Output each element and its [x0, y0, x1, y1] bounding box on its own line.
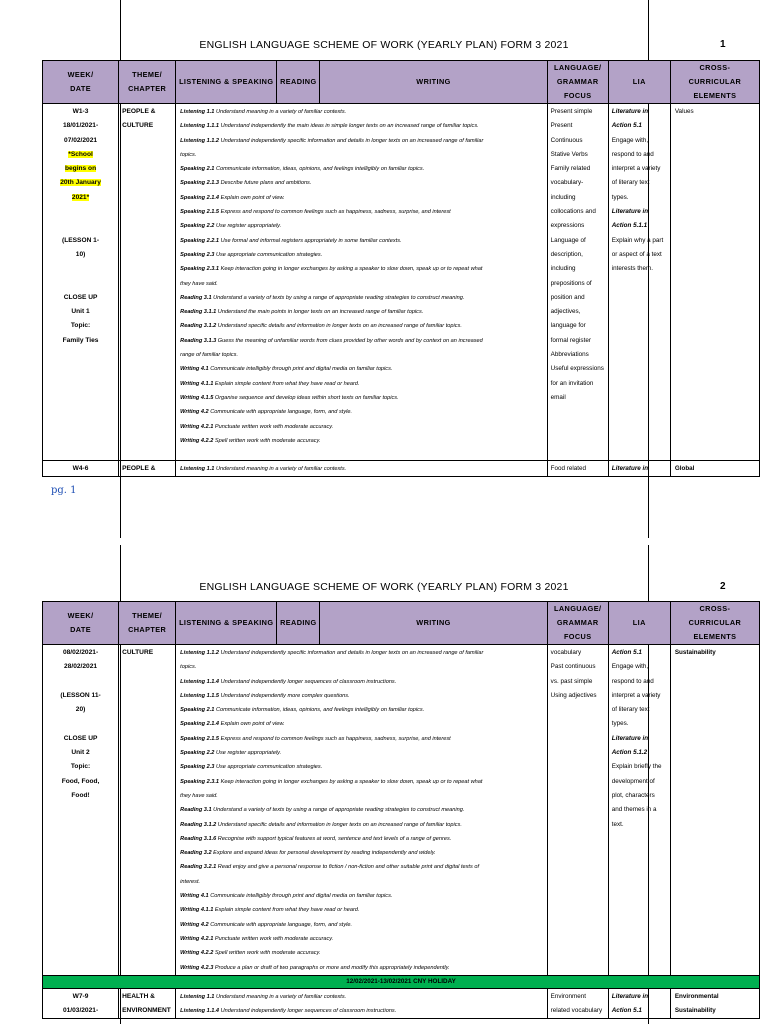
- standard-code: Speaking 2.1.5: [180, 209, 220, 216]
- standard-code: Reading 3.1: [180, 807, 212, 814]
- standard-code: Speaking 2.2.1: [180, 237, 220, 244]
- learning-standard-line: [180, 646, 544, 660]
- standard-code: Writing 4.2.3: [180, 964, 214, 971]
- learning-standard-line: [180, 262, 544, 276]
- standard-code: Writing 4.1.5: [180, 394, 214, 401]
- cell-line: Environmental: [674, 992, 719, 1000]
- standard-description: Explain own point of view.: [220, 194, 285, 201]
- learning-standard-line: [180, 334, 544, 348]
- standard-description: Use appropriate communication strategies.: [215, 251, 323, 258]
- language-focus-cell: [547, 645, 608, 976]
- header-listening-speaking: LISTENING & SPEAKING: [176, 602, 277, 645]
- standard-code: Reading 3.1.2: [180, 821, 217, 828]
- cell-line: Action 5.1: [611, 122, 642, 130]
- standard-code: Listening 1.1: [180, 993, 215, 1000]
- cell-line: Action 5.1: [611, 649, 642, 656]
- week-date-cell: [43, 988, 119, 1019]
- cell-line: Food!: [71, 791, 90, 799]
- learning-standard-line: [180, 889, 544, 903]
- standard-description: Understand independently more complex questions.: [220, 692, 350, 699]
- standard-code: Writing 4.2: [180, 921, 209, 928]
- cross-curricular-cell: [670, 104, 759, 461]
- cell-line: respond to and: [611, 150, 654, 158]
- language-focus-cell: [547, 988, 608, 1019]
- standard-description: Understand a variety of texts by using a range of appropriate reading strategies to construct meaning.: [213, 294, 465, 301]
- cell-line: [43, 262, 118, 276]
- cell-line: CULTURE: [122, 649, 154, 656]
- standard-description: Read enjoy and give a personal response to fiction / non-fiction and other suitable print and digital texts of: [217, 864, 480, 871]
- header-theme: THEME/ CHAPTER: [119, 61, 176, 104]
- lia-cell: Literature in: [608, 461, 670, 477]
- cell-line: Sustainability: [674, 649, 716, 656]
- cell-line: Action 5.1: [611, 1007, 642, 1015]
- cell-line: HEALTH &: [122, 992, 155, 1000]
- theme-cell: [119, 988, 176, 1019]
- cell-line: position and: [550, 293, 585, 301]
- standard-code: Writing 4.2.2: [180, 950, 214, 957]
- cell-line: types.: [611, 720, 629, 728]
- standard-description: Spell written work with moderate accuracy.: [214, 437, 321, 444]
- standard-description: Understand independently specific information and details in longer texts on an increased range of familiar: [220, 137, 484, 144]
- week-date-cell: [43, 645, 119, 976]
- standard-code: Speaking 2.3.1: [180, 266, 220, 273]
- cell-line: Engage with,: [611, 663, 649, 671]
- cell-line: of literary text: [611, 179, 650, 187]
- cell-line: Unit 1: [71, 308, 90, 316]
- standard-code: Listening 1.1.1: [180, 123, 220, 130]
- standard-description: Guess the meaning of unfamiliar words from clues provided by other words and by context on an increased: [217, 337, 483, 344]
- document-title: ENGLISH LANGUAGE SCHEME OF WORK (YEARLY PLAN) FORM 3 2021: [199, 39, 569, 51]
- cell-line: Present simple: [550, 108, 593, 115]
- learning-standard-line: [180, 717, 544, 731]
- week-date-cell: [43, 104, 119, 461]
- cell-line: [43, 148, 118, 162]
- header-language-focus: LANGUAGE/ GRAMMAR FOCUS: [547, 61, 608, 104]
- cell-line: Topic:: [70, 763, 91, 771]
- standard-code: Speaking 2.1.5: [180, 735, 220, 742]
- cell-line: Stative Verbs: [550, 150, 588, 158]
- cell-line: PEOPLE &: [122, 108, 156, 115]
- standard-code: Speaking 2.3.1: [180, 778, 220, 785]
- learning-standard-line: [180, 846, 544, 860]
- lia-cell: [608, 988, 670, 1019]
- learning-standard-line: [180, 875, 544, 889]
- learning-standard-line: [180, 420, 544, 434]
- standard-description: Punctuate written work with moderate accuracy.: [214, 935, 334, 942]
- learning-standard-line: [180, 789, 544, 803]
- standard-code: Writing 4.1: [180, 893, 209, 900]
- skills-cell: Listening 1.1 Understand meaning in a variety of familiar contexts.: [176, 461, 548, 477]
- standard-description: Describe future plans and ambitions.: [220, 180, 312, 187]
- cell-line: Useful expressions: [550, 365, 604, 373]
- cell-line: interests them.: [611, 265, 654, 273]
- standard-code: Writing 4.2.1: [180, 935, 214, 942]
- week-row-next: [43, 461, 760, 477]
- cell-line: formal register: [550, 336, 591, 344]
- header-language-focus: LANGUAGE/ GRAMMAR FOCUS: [547, 602, 608, 645]
- learning-standard-line: [180, 162, 544, 176]
- standard-code: Writing 4.1: [180, 366, 209, 373]
- standard-description: Explore and expand ideas for personal development by reading independently and widely.: [213, 850, 436, 857]
- standard-description: Communicate information, ideas, opinions, and feelings intelligibly on familiar topics.: [215, 166, 425, 173]
- cell-line: description,: [550, 250, 583, 258]
- lia-cell: [608, 645, 670, 976]
- learning-standard-line: [180, 903, 544, 917]
- learning-standard-line: [180, 105, 544, 119]
- standard-code: Reading 3.1: [180, 294, 212, 301]
- cell-line: [43, 191, 118, 205]
- learning-standard-line: [180, 675, 544, 689]
- cell-line: 08/02/2021-: [62, 649, 99, 656]
- learning-standard-line: [180, 134, 544, 148]
- learning-standard-line: [180, 291, 544, 305]
- cell-line: collocations and: [550, 208, 596, 216]
- cell-line: 10): [75, 250, 86, 258]
- standard-code: Speaking 2.1: [180, 707, 215, 714]
- holiday-banner: 12/02/2021-13/02/2021 CNY HOLIDAY: [43, 975, 760, 988]
- cell-line: Explain why a part: [611, 236, 664, 244]
- standard-description: interest.: [180, 878, 201, 885]
- standard-description: Punctuate written work with moderate accuracy.: [214, 423, 334, 430]
- standard-description: Communicate with appropriate language, form, and style.: [210, 409, 353, 416]
- cell-line: 20): [75, 706, 86, 714]
- cell-line: Using adjectives: [550, 691, 597, 699]
- standard-code: Writing 4.2: [180, 409, 209, 416]
- learning-standard-line: [180, 746, 544, 760]
- learning-standard-line: [180, 176, 544, 190]
- standard-description: Understand independently longer sequences of classroom instructions.: [220, 1008, 397, 1015]
- cell-line: including: [550, 265, 576, 273]
- week-date-cell: W4-6: [43, 461, 119, 477]
- standard-description: Produce a plan or draft of two paragraphs or more and modify this appropriately independently.: [214, 964, 450, 971]
- highlight-mark: *School: [68, 150, 93, 158]
- learning-standard-line: [180, 119, 544, 133]
- standard-code: Writing 4.1.1: [180, 380, 214, 387]
- cell-line: [43, 277, 118, 291]
- cell-line: Engage with,: [611, 136, 649, 144]
- header-week: WEEK/ DATE: [43, 61, 119, 104]
- standard-description: they have said.: [180, 792, 218, 799]
- learning-standard-line: [180, 248, 544, 262]
- learning-standard-line: [180, 319, 544, 333]
- standard-description: Explain own point of view.: [220, 721, 285, 728]
- scheme-of-work-table: [42, 601, 760, 1019]
- cell-line: Literature in: [611, 734, 649, 742]
- standard-code: Speaking 2.1.3: [180, 180, 220, 187]
- cell-line: interpret a variety: [611, 165, 661, 173]
- standard-description: topics.: [180, 151, 197, 158]
- standard-code: Reading 3.2.1: [180, 864, 217, 871]
- language-focus-cell: Food related: [547, 461, 608, 477]
- cell-line: adjectives,: [550, 308, 581, 316]
- cell-line: related vocabulary: [550, 1007, 603, 1015]
- document-title: ENGLISH LANGUAGE SCHEME OF WORK (YEARLY PLAN) FORM 3 2021: [199, 581, 569, 593]
- cell-line: CLOSE UP: [63, 293, 98, 301]
- learning-standard-line: [180, 1004, 544, 1018]
- cell-line: Sustainability: [674, 1007, 716, 1015]
- theme-cell: [119, 645, 176, 976]
- cell-line: text.: [611, 820, 624, 828]
- highlight-mark: 20th January: [60, 179, 101, 187]
- cell-line: 07/02/2021: [64, 136, 98, 144]
- header-reading: READING: [277, 61, 320, 104]
- standard-description: Understand meaning in a variety of familiar contexts.: [215, 109, 347, 115]
- standard-description: Express and respond to common feelings such as happiness, sadness, surprise, and interest: [220, 735, 451, 742]
- standard-description: they have said.: [180, 280, 218, 287]
- standard-code: Listening 1.1.4: [180, 1008, 220, 1015]
- learning-standard-line: [180, 377, 544, 391]
- cell-line: for an invitation: [550, 379, 594, 387]
- standard-description: Understand a variety of texts by using a range of appropriate reading strategies to construct meaning.: [213, 807, 465, 814]
- cell-line: email: [550, 393, 566, 401]
- cell-line: Topic:: [70, 322, 91, 330]
- header-lia: LIA: [608, 602, 670, 645]
- learning-standard-line: [180, 434, 544, 448]
- learning-standard-line: [180, 405, 544, 419]
- standard-code: Speaking 2.3: [180, 251, 215, 258]
- header-row: [43, 61, 760, 104]
- cell-line: Past continuous: [550, 663, 596, 671]
- standard-code: Reading 3.1.2: [180, 323, 217, 330]
- standard-description: range of familiar topics.: [180, 352, 238, 359]
- standard-description: Understand specific details and information in longer texts on an increased range of familiar topics.: [217, 821, 462, 828]
- lia-cell: [608, 104, 670, 461]
- cell-line: [43, 675, 118, 689]
- cell-line: Action 5.1.2: [611, 749, 648, 757]
- cell-line: plot, characters: [611, 791, 655, 799]
- standard-description: topics.: [180, 664, 197, 671]
- cell-line: including: [550, 193, 576, 201]
- standard-code: Writing 4.1.1: [180, 907, 214, 914]
- standard-description: Use appropriate communication strategies.: [215, 764, 323, 771]
- cell-line: Explain briefly the: [611, 763, 662, 771]
- header-week: WEEK/ DATE: [43, 602, 119, 645]
- cell-line: (LESSON 11-: [60, 691, 101, 699]
- cell-line: vs. past simple: [550, 677, 593, 685]
- theme-cell: [119, 104, 176, 461]
- standard-description: Communicate with appropriate language, form, and style.: [210, 921, 353, 928]
- standard-description: Understand specific details and information in longer texts on an increased range of familiar topics.: [217, 323, 462, 330]
- learning-standard-line: [180, 689, 544, 703]
- skills-cell: [176, 645, 548, 976]
- standard-description: Express and respond to common feelings such as happiness, sadness, surprise, and interest: [220, 209, 451, 216]
- learning-standard-line: [180, 703, 544, 717]
- cell-line: W1-3: [72, 108, 89, 115]
- cell-line: Abbreviations: [550, 351, 589, 359]
- standard-code: Reading 3.1.1: [180, 309, 217, 316]
- cell-line: respond to and: [611, 677, 654, 685]
- cell-line: Action 5.1.1: [611, 222, 648, 230]
- learning-standard-line: [180, 990, 544, 1004]
- learning-standard-line: [180, 832, 544, 846]
- cell-line: Family Ties: [62, 336, 99, 344]
- cell-line: (LESSON 1-: [62, 236, 100, 244]
- cell-line: [43, 176, 118, 190]
- standard-code: Listening 1.1.2: [180, 137, 220, 144]
- week-row: [43, 645, 760, 976]
- learning-standard-line: [180, 391, 544, 405]
- header-writing: WRITING: [320, 602, 547, 645]
- cell-line: of literary text: [611, 706, 650, 714]
- theme-cell: PEOPLE &: [119, 461, 176, 477]
- standard-code: Speaking 2.2: [180, 223, 215, 230]
- header-lia: LIA: [608, 61, 670, 104]
- cell-line: vocabulary: [550, 649, 582, 656]
- standard-description: Understand independently longer sequences of classroom instructions.: [220, 678, 397, 685]
- cell-line: Literature in: [611, 208, 649, 216]
- cross-curricular-cell: [670, 988, 759, 1019]
- standard-description: Communicate information, ideas, opinions, and feelings intelligibly on familiar topics.: [215, 707, 425, 714]
- standard-code: Reading 3.1.6: [180, 835, 217, 842]
- header-writing: WRITING: [320, 61, 547, 104]
- cell-line: W7-9: [72, 992, 89, 1000]
- highlight-mark: begins on: [64, 165, 97, 173]
- standard-code: Speaking 2.1.4: [180, 194, 220, 201]
- cell-line: language for: [550, 322, 586, 330]
- standard-code: Listening 1.1.4: [180, 678, 220, 685]
- standard-code: Reading 3.2: [180, 850, 212, 857]
- cell-line: and themes in a: [611, 806, 657, 814]
- header-theme: THEME/ CHAPTER: [119, 602, 176, 645]
- week-row-next: [43, 988, 760, 1019]
- learning-standard-line: [180, 732, 544, 746]
- highlight-mark: 2021*: [71, 193, 90, 201]
- language-focus-cell: [547, 104, 608, 461]
- standard-code: Writing 4.2.1: [180, 423, 214, 430]
- header-cross-curricular: CROSS- CURRICULAR ELEMENTS: [670, 61, 759, 104]
- cell-line: ENVIRONMENT: [122, 1007, 171, 1015]
- cell-line: Language of: [550, 236, 586, 244]
- learning-standard-line: [180, 277, 544, 291]
- cell-line: types.: [611, 193, 629, 201]
- standard-code: Reading 3.1.3: [180, 337, 217, 344]
- learning-standard-line: [180, 775, 544, 789]
- standard-code: Listening 1.1: [180, 109, 215, 115]
- learning-standard-line: [180, 234, 544, 248]
- cell-line: Present: [550, 122, 573, 130]
- cell-line: Environment: [550, 992, 587, 1000]
- cell-line: development of: [611, 777, 655, 785]
- cell-line: [43, 205, 118, 219]
- cell-line: 01/03/2021-: [62, 1007, 99, 1015]
- learning-standard-line: [180, 660, 544, 674]
- cell-line: prepositions of: [550, 279, 592, 287]
- standard-description: Understand independently specific information and details in longer texts on an increased range of familiar: [220, 650, 484, 656]
- cell-line: 28/02/2021: [64, 663, 98, 671]
- page-number: 1: [720, 39, 726, 50]
- cell-line: [43, 717, 118, 731]
- standard-description: Keep interaction going in longer exchanges by asking a speaker to slow down, speak up or to repeat what: [220, 266, 483, 273]
- header-reading: READING: [277, 602, 320, 645]
- header-listening-speaking: LISTENING & SPEAKING: [176, 61, 277, 104]
- standard-description: Explain simple content from what they have read or heard.: [214, 380, 360, 387]
- standard-description: Communicate intelligibly through print and digital media on familiar topics.: [210, 366, 393, 373]
- cell-line: Literature in: [611, 108, 649, 115]
- standard-code: Writing 4.2.2: [180, 437, 214, 444]
- learning-standard-line: [180, 348, 544, 362]
- cell-line: expressions: [550, 222, 585, 230]
- standard-description: Explain simple content from what they have read or heard.: [214, 907, 360, 914]
- learning-standard-line: [180, 803, 544, 817]
- standard-code: Speaking 2.2: [180, 750, 215, 757]
- page-number: 2: [720, 581, 726, 592]
- scheme-of-work-table: [42, 60, 760, 477]
- learning-standard-line: [180, 148, 544, 162]
- cell-line: Continuous: [550, 136, 583, 144]
- standard-description: Use register appropriately.: [215, 750, 282, 757]
- cell-line: 18/01/2021-: [62, 122, 99, 130]
- cell-line: CLOSE UP: [63, 734, 98, 742]
- standard-code: Listening 1.1.5: [180, 692, 220, 699]
- cell-line: vocabulary-: [550, 179, 584, 187]
- header-cross-curricular: CROSS- CURRICULAR ELEMENTS: [670, 602, 759, 645]
- learning-standard-line: [180, 932, 544, 946]
- standard-code: Speaking 2.1: [180, 166, 215, 173]
- cross-curricular-cell: Global: [670, 461, 759, 477]
- learning-standard-line: [180, 219, 544, 233]
- standard-description: Understand the main points in longer texts on an increased range of familiar topics.: [217, 309, 424, 316]
- cross-curricular-cell: [670, 645, 759, 976]
- standard-description: Understand meaning in a variety of familiar contexts.: [215, 993, 347, 1000]
- page-marker: pg. 1: [51, 485, 77, 496]
- learning-standard-line: [180, 961, 544, 975]
- skills-cell: [176, 104, 548, 461]
- cell-line: or aspect of a text: [611, 250, 662, 258]
- standard-description: Use register appropriately.: [215, 223, 282, 230]
- standard-description: Communicate intelligibly through print and digital media on familiar topics.: [210, 893, 393, 900]
- cell-line: Family related: [550, 165, 591, 173]
- cell-line: interpret a variety: [611, 691, 661, 699]
- learning-standard-line: [180, 918, 544, 932]
- standard-code: Speaking 2.3: [180, 764, 215, 771]
- standard-description: Keep interaction going in longer exchanges by asking a speaker to slow down, speak up or to repeat what: [220, 778, 483, 785]
- standard-description: Organise sequence and develop ideas within short texts on familiar topics.: [214, 394, 399, 401]
- learning-standard-line: [180, 205, 544, 219]
- header-row: [43, 602, 760, 645]
- learning-standard-line: [180, 860, 544, 874]
- standard-code: Speaking 2.1.4: [180, 721, 220, 728]
- cell-line: Values: [674, 108, 694, 115]
- standard-description: Recognise with support typical features at word, sentence and text levels of a range of genres.: [217, 835, 452, 842]
- standard-description: Understand independently the main ideas in simple longer texts on an increased range of familiar topics.: [220, 123, 479, 130]
- cell-line: Unit 2: [71, 749, 90, 757]
- cell-line: CULTURE: [122, 122, 154, 130]
- week-row: [43, 104, 760, 461]
- standard-description: Use formal and informal registers appropriately in some familiar contexts.: [220, 237, 402, 244]
- cell-line: [43, 219, 118, 233]
- cell-line: Literature in: [611, 992, 649, 1000]
- skills-cell: [176, 988, 548, 1019]
- cell-line: [43, 162, 118, 176]
- cell-line: Food, Food,: [61, 777, 100, 785]
- learning-standard-line: [180, 191, 544, 205]
- holiday-banner-row: [43, 975, 760, 988]
- learning-standard-line: [180, 760, 544, 774]
- learning-standard-line: [180, 818, 544, 832]
- standard-code: Listening 1.1.2: [180, 650, 220, 656]
- learning-standard-line: [180, 946, 544, 960]
- learning-standard-line: [180, 362, 544, 376]
- standard-description: Spell written work with moderate accuracy.: [214, 950, 321, 957]
- learning-standard-line: [180, 305, 544, 319]
